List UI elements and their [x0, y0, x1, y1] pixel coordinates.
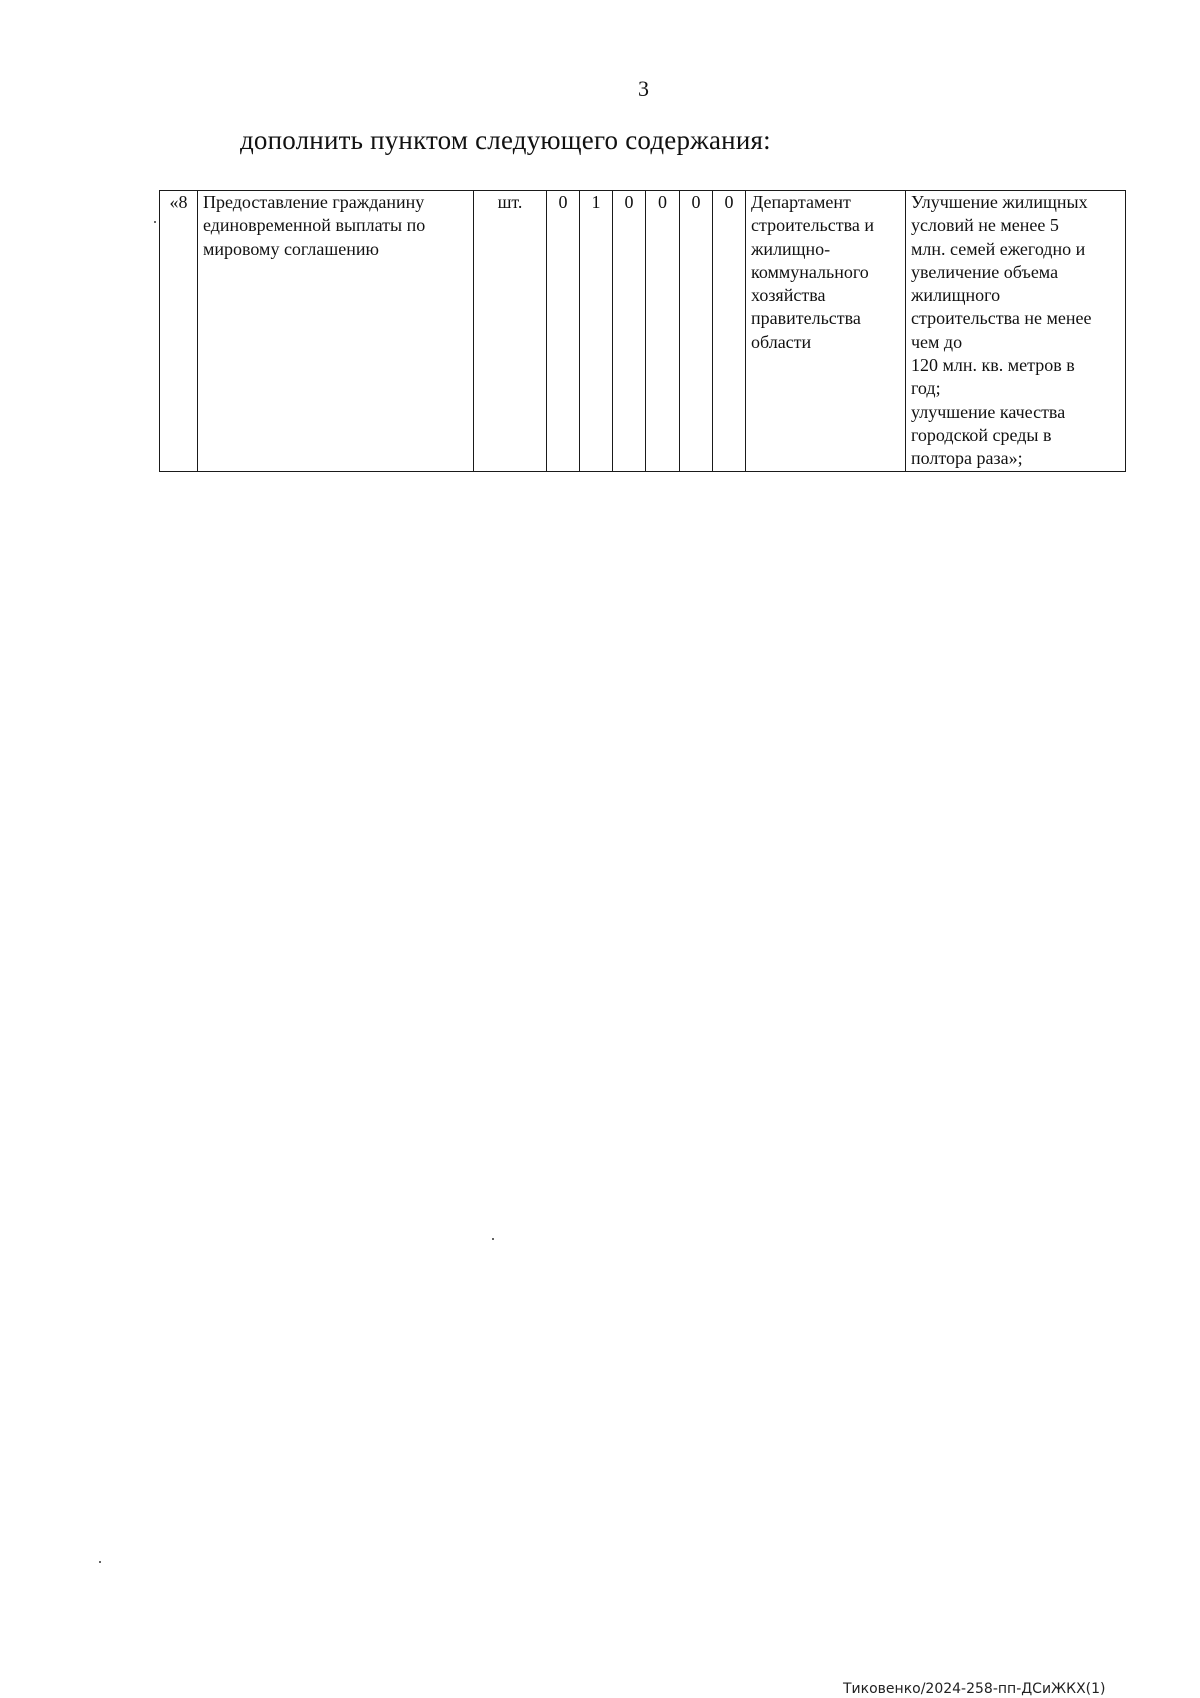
- department-line: жилищно-: [751, 238, 831, 259]
- department-line: строительства и: [751, 215, 874, 236]
- result-line: 120 млн. кв. метров в: [911, 355, 1075, 376]
- result-line: условий не менее 5: [911, 215, 1059, 236]
- result-line: увеличение объема: [911, 261, 1059, 282]
- program-table: [159, 190, 1126, 472]
- document-code: Тиковенко/2024-258-пп-ДСиЖКХ(1): [843, 1681, 1106, 1697]
- unit-cell: шт.: [474, 191, 547, 472]
- result-line: городской среды в: [911, 424, 1052, 445]
- department-line: правительства: [751, 308, 861, 329]
- value-cell: 0: [646, 191, 680, 472]
- department-line: области: [751, 331, 812, 352]
- result-line: улучшение качества: [911, 401, 1066, 422]
- result-line: строительства не менее: [911, 308, 1092, 329]
- department-line: Департамент: [751, 192, 851, 212]
- department-line: хозяйства: [751, 285, 826, 306]
- result-line: год;: [911, 378, 941, 399]
- scan-speck: [154, 221, 156, 223]
- description-cell: Предоставление гражданину единовременной выплаты по мировому соглашению: [198, 191, 474, 472]
- intro-text: дополнить пунктом следующего содержания:: [240, 125, 771, 155]
- value-cell: 0: [713, 191, 746, 472]
- department-line: коммунального: [751, 261, 869, 282]
- result-line: полтора раза»;: [911, 448, 1023, 469]
- page-number: 3: [638, 76, 649, 101]
- value-cell: 0: [613, 191, 646, 472]
- value-cell: 0: [680, 191, 713, 472]
- scan-speck: [99, 1561, 101, 1563]
- value-cell: 1: [580, 191, 613, 472]
- result-line: жилищного: [911, 285, 1001, 306]
- row-number-cell: «8: [160, 191, 198, 472]
- scan-speck: [492, 1238, 494, 1240]
- result-line: млн. семей ежегодно и: [911, 238, 1086, 259]
- result-line: чем до: [911, 331, 963, 352]
- result-cell: [906, 191, 1126, 472]
- table-row: [160, 191, 1126, 472]
- result-line: Улучшение жилищных: [911, 192, 1088, 212]
- value-cell: 0: [547, 191, 580, 472]
- department-cell: [746, 191, 906, 472]
